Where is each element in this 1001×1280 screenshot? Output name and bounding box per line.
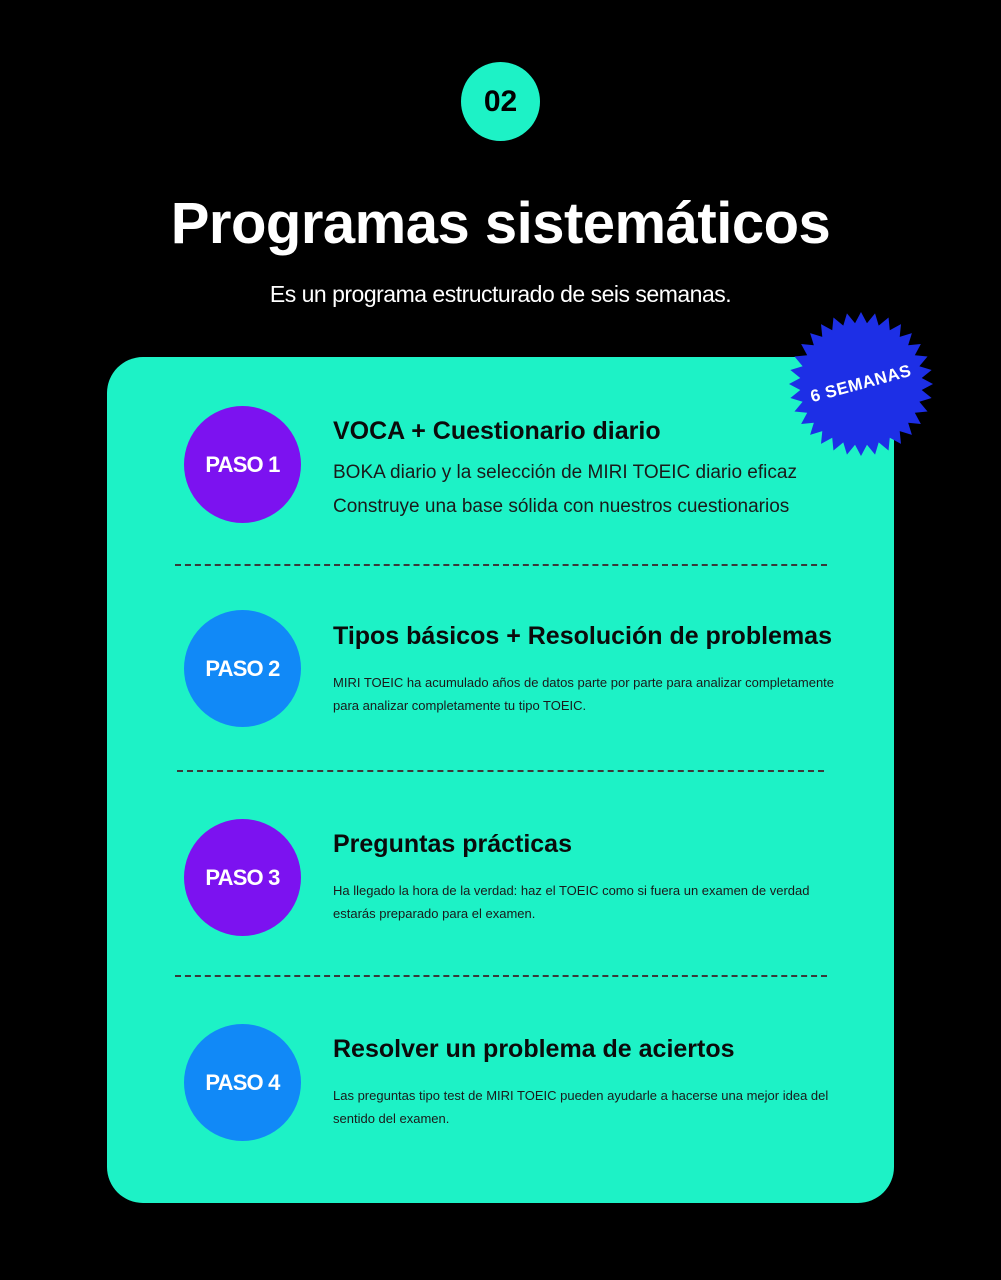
step-2-desc-line-1: MIRI TOEIC ha acumulado años de datos parte por parte para analizar completamente bbox=[333, 675, 835, 690]
section-number-badge: 02 bbox=[461, 62, 540, 141]
step-2-desc-line-2: para analizar completamente tu tipo TOEIC. bbox=[333, 698, 587, 713]
page-title: Programas sistemáticos bbox=[170, 191, 831, 256]
step-3-desc-line-2: estarás preparado para el examen. bbox=[333, 906, 536, 921]
step-1-title: VOCA + Cuestionario diario bbox=[333, 417, 661, 445]
step-1-desc-line-1: BOKA diario y la selección de MIRI TOEIC diario eficaz bbox=[333, 462, 797, 483]
step-4-desc-line-1: Las preguntas tipo test de MIRI TOEIC pueden ayudarle a hacerse una mejor idea del bbox=[333, 1088, 829, 1103]
step-4-desc-line-2: sentido del examen. bbox=[333, 1111, 450, 1126]
step-divider bbox=[177, 770, 824, 772]
step-3-badge: PASO 3 bbox=[184, 819, 301, 936]
step-4-title: Resolver un problema de aciertos bbox=[333, 1035, 735, 1063]
step-divider bbox=[175, 975, 827, 977]
page-subtitle: Es un programa estructurado de seis semanas. bbox=[269, 281, 732, 307]
step-divider bbox=[175, 564, 827, 566]
step-3-desc-line-1: Ha llegado la hora de la verdad: haz el TOEIC como si fuera un examen de verdad bbox=[333, 883, 810, 898]
step-2-title: Tipos básicos + Resolución de problemas bbox=[333, 622, 832, 650]
step-2-badge: PASO 2 bbox=[184, 610, 301, 727]
step-1-badge: PASO 1 bbox=[184, 406, 301, 523]
duration-badge-label: 6 SEMANAS bbox=[808, 360, 914, 407]
step-4-badge: PASO 4 bbox=[184, 1024, 301, 1141]
step-3-title: Preguntas prácticas bbox=[333, 830, 572, 858]
step-1-desc-line-2: Construye una base sólida con nuestros cuestionarios bbox=[333, 496, 790, 517]
